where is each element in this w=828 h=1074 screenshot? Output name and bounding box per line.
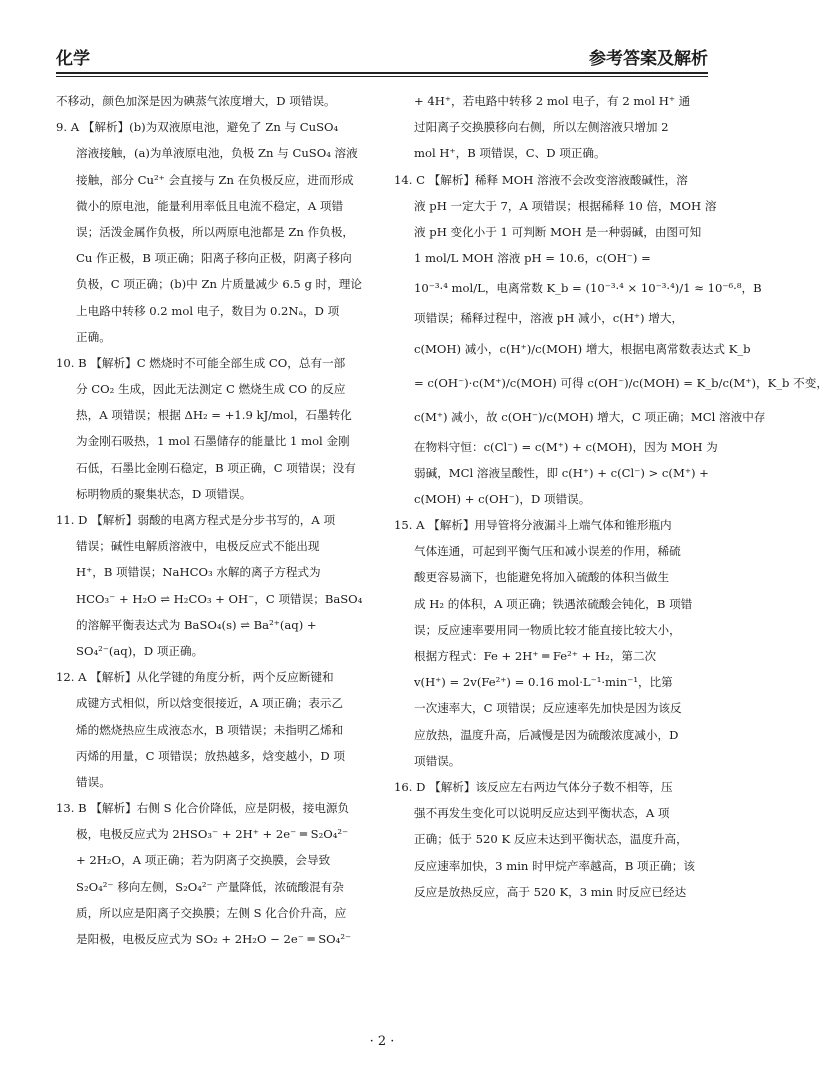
text-line: 酸更容易滴下，也能避免将加入硫酸的体积当做生 [414, 570, 670, 585]
text-line: 10. B 【解析】C 燃烧时不可能全部生成 CO，总有一部 [56, 355, 346, 370]
text-line: 液 pH 变化小于 1 可判断 MOH 是一种弱碱，由图可知 [414, 224, 702, 239]
text-line: 是阳极，电极反应式为 SO₂ + 2H₂O − 2e⁻ ═ SO₄²⁻ [76, 932, 352, 946]
text-line: 气体连通，可起到平衡气压和减小误差的作用，稀硫 [414, 544, 681, 559]
text-line: 溶液接触，(a)为单液原电池，负极 Zn 与 CuSO₄ 溶液 [76, 146, 358, 161]
text-line: 16. D 【解析】该反应左右两边气体分子数不相等，压 [394, 779, 673, 794]
text-line: 在物料守恒：c(Cl⁻) = c(M⁺) + c(MOH)，因为 MOH 为 [414, 439, 718, 454]
text-line: 为金刚石吸热，1 mol 石墨储存的能量比 1 mol 金刚 [76, 434, 350, 449]
text-line: c(M⁺) 减小，故 c(OH⁻)/c(MOH) 增大，C 项正确；MCl 溶液中存 [414, 409, 766, 424]
text-line: = c(OH⁻)·c(M⁺)/c(MOH) 可得 c(OH⁻)/c(MOH) = K_b/c(M⁺)，K_b 不变， [414, 375, 828, 390]
text-line: S₂O₄²⁻ 移向左侧，S₂O₄²⁻ 产量降低，浓硫酸混有杂 [76, 879, 344, 894]
text-line: 液 pH 一定大于 7，A 项错误；根据稀释 10 倍，MOH 溶 [414, 198, 717, 213]
text-line: 应放热，温度升高，后减慢是因为硫酸浓度减小，D [414, 727, 679, 742]
text-line: Cu 作正极，B 项正确；阳离子移向正极，阴离子移向 [76, 251, 352, 266]
text-line: 一次速率大，C 项错误；反应速率先加快是因为该反 [414, 701, 682, 716]
text-line: 项错误。 [414, 753, 461, 768]
text-line: 9. A 【解析】(b)为双液原电池，避免了 Zn 与 CuSO₄ [56, 120, 339, 135]
page-header [56, 40, 708, 68]
text-line: 成键方式相似，所以焓变很接近，A 项正确；表示乙 [76, 696, 344, 711]
text-line: 质，所以应是阳离子交换膜；左侧 S 化合价升高，应 [76, 905, 347, 920]
text-line: 根据方程式：Fe + 2H⁺ ═ Fe²⁺ + H₂，第二次 [414, 649, 657, 663]
text-line: 极，电极反应式为 2HSO₃⁻ + 2H⁺ + 2e⁻ ═ S₂O₄²⁻ [76, 827, 349, 842]
text-line: 错误；碱性电解质溶液中，电极反应式不能出现 [76, 539, 320, 554]
text-line: SO₄²⁻(aq)，D 项正确。 [76, 643, 204, 658]
text-line: 不移动，颜色加深是因为碘蒸气浓度增大，D 项错误。 [56, 94, 336, 108]
text-line: + 4H⁺，若电路中转移 2 mol 电子，有 2 mol H⁺ 通 [414, 94, 691, 108]
text-line: 12. A 【解析】从化学键的角度分析，两个反应断键和 [56, 670, 334, 685]
left-column [56, 88, 368, 952]
right-column [394, 88, 828, 905]
text-line: + 2H₂O，A 项正确；若为阴离子交换膜，会导致 [76, 853, 331, 868]
text-line: 石低，石墨比金刚石稳定，B 项正确，C 项错误；没有 [76, 460, 356, 475]
text-line: 正确；低于 520 K 反应未达到平衡状态，温度升高， [414, 832, 688, 847]
text-line: 误；活泼金属作负极，所以两原电池都是 Zn 作负极， [76, 224, 354, 239]
text-line: 反应速率加快，3 min 时甲烷产率越高，B 项正确；该 [414, 858, 695, 873]
header-rule-thick [56, 72, 708, 74]
text-line: 热，A 项错误；根据 ΔH₂ = +1.9 kJ/mol，石墨转化 [76, 408, 352, 423]
text-line: 成 H₂ 的体积，A 项正确；铁遇浓硫酸会钝化，B 项错 [414, 596, 693, 611]
section-title: 参考答案及解析 [589, 49, 708, 69]
text-line: 15. A 【解析】用导管将分液漏斗上端气体和锥形瓶内 [394, 518, 672, 533]
text-line: 烯的燃烧热应生成液态水，B 项错误；未指明乙烯和 [76, 722, 344, 737]
text-line: 的溶解平衡表达式为 BaSO₄(s) ⇌ Ba²⁺(aq) + [76, 617, 317, 632]
text-line: 接触，部分 Cu²⁺ 会直接与 Zn 在负极反应，进而形成 [76, 172, 354, 187]
text-line: 错误。 [76, 774, 111, 789]
text-line: 过阳离子交换膜移向右侧，所以左侧溶液只增加 2 [414, 120, 669, 135]
text-line: c(MOH) + c(OH⁻)，D 项错误。 [414, 491, 591, 506]
subject-title: 化学 [56, 49, 90, 69]
text-line: 负极，C 项正确；(b)中 Zn 片质量减少 6.5 g 时，理论 [76, 277, 362, 292]
text-line: c(MOH) 减小，c(H⁺)/c(MOH) 增大，根据电离常数表达式 K_b [414, 341, 751, 356]
text-line: v(H⁺) = 2v(Fe²⁺) = 0.16 mol·L⁻¹·min⁻¹，比第 [414, 675, 673, 690]
text-line: 强不再发生变化可以说明反应达到平衡状态，A 项 [414, 806, 670, 821]
text-line: 分 CO₂ 生成，因此无法测定 C 燃烧生成 CO 的反应 [76, 382, 346, 397]
text-line: 标明物质的聚集状态，D 项错误。 [76, 486, 252, 501]
text-line: 10⁻³·⁴ mol/L，电离常数 K_b = (10⁻³·⁴ × 10⁻³·⁴)/1 ≈ 10⁻⁶·⁸，B [414, 281, 762, 296]
text-line: 反应是放热反应，高于 520 K，3 min 时反应已经达 [414, 884, 687, 899]
text-line: 微小的原电池，能量利用率低且电流不稳定，A 项错 [76, 198, 344, 213]
text-line: 13. B 【解析】右侧 S 化合价降低，应是阴极，接电源负 [56, 801, 350, 816]
header-rule-thin [56, 76, 708, 77]
text-line: H⁺，B 项错误；NaHCO₃ 水解的离子方程式为 [76, 565, 321, 580]
text-line: HCO₃⁻ + H₂O ⇌ H₂CO₃ + OH⁻，C 项错误；BaSO₄ [76, 591, 363, 606]
text-line: 1 mol/L MOH 溶液 pH = 10.6，c(OH⁻) = [414, 251, 651, 266]
text-line: 上电路中转移 0.2 mol 电子，数目为 0.2Nₐ，D 项 [76, 303, 340, 318]
text-line: 正确。 [76, 329, 111, 344]
text-line: 误；反应速率要用同一物质比较才能直接比较大小， [414, 622, 681, 637]
page-number: · 2 · [369, 1034, 395, 1049]
text-line: 丙烯的用量，C 项错误；放热越多，焓变越小，D 项 [76, 748, 346, 763]
text-line: mol H⁺，B 项错误，C、D 项正确。 [414, 146, 606, 161]
text-line: 项错误；稀释过程中，溶液 pH 减小，c(H⁺) 增大， [414, 311, 684, 326]
text-line: 14. C 【解析】稀释 MOH 溶液不会改变溶液酸碱性，溶 [394, 172, 688, 187]
text-line: 11. D 【解析】弱酸的电离方程式是分步书写的，A 项 [56, 513, 336, 527]
text-line: 弱碱，MCl 溶液呈酸性，即 c(H⁺) + c(Cl⁻) > c(M⁺) + [414, 465, 709, 480]
